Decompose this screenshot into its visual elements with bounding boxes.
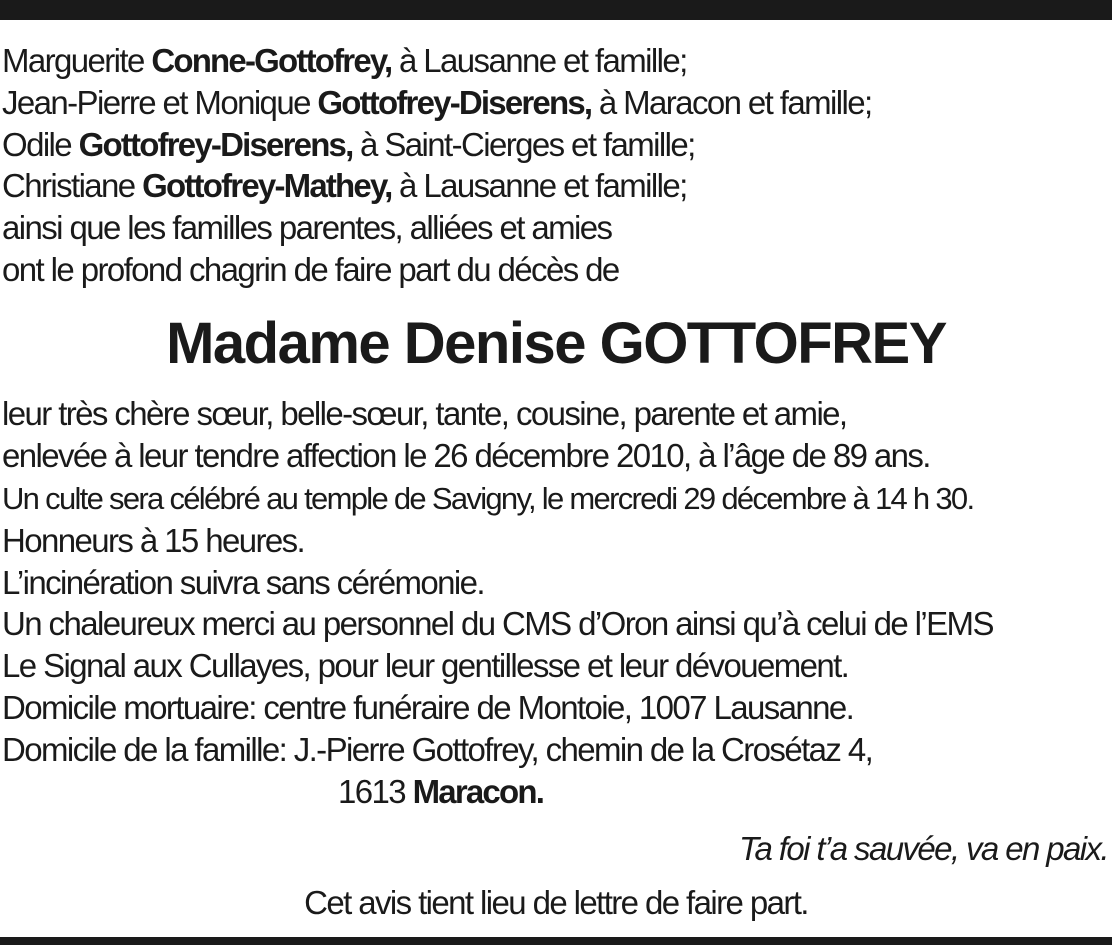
family-member-2-first-name: Jean-Pierre et Monique <box>2 84 318 121</box>
family-line-4 <box>2 166 687 206</box>
family-member-4-location: à Lausanne et famille; <box>391 167 687 204</box>
announcement-line: ont le profond chagrin de faire part du décès de <box>2 251 619 288</box>
detail-line-mortuary: Domicile mortuaire: centre funéraire de Montoie, 1007 Lausanne. <box>2 689 854 726</box>
closing-note: Cet avis tient lieu de lettre de faire part. <box>304 884 808 921</box>
detail-line-relationship: leur très chère sœur, belle-sœur, tante, cousine, parente et amie, <box>2 395 847 432</box>
family-member-2-location: à Maracon et famille; <box>591 84 872 121</box>
detail-line-death-date: enlevée à leur tendre affection le 26 décembre 2010, à l’âge de 89 ans. <box>2 437 930 474</box>
family-member-3-location: à Saint-Cierges et famille; <box>352 126 695 163</box>
family-member-2-surname: Gottofrey-Diserens, <box>317 84 592 121</box>
address-postcode: 1613 <box>338 773 413 810</box>
family-line-2 <box>2 83 872 123</box>
family-member-3-first-name: Odile <box>2 126 79 163</box>
address-town-line <box>338 772 543 812</box>
family-member-4-first-name: Christiane <box>2 167 143 204</box>
family-member-4-surname: Gottofrey-Mathey, <box>142 167 392 204</box>
family-line-1 <box>2 41 687 81</box>
motto-quote: Ta foi t’a sauvée, va en paix. <box>738 830 1108 867</box>
family-member-1-first-name: Marguerite <box>2 42 152 79</box>
family-member-1-surname: Conne-Gottofrey, <box>151 42 392 79</box>
family-member-3-surname: Gottofrey-Diserens, <box>78 126 353 163</box>
family-line-3 <box>2 125 695 165</box>
top-border-rule <box>0 0 1112 20</box>
detail-line-thanks-2: Le Signal aux Cullayes, pour leur gentillesse et leur dévouement. <box>2 647 849 684</box>
detail-line-family-address: Domicile de la famille: J.-Pierre Gottofrey, chemin de la Crosétaz 4, <box>2 731 873 768</box>
address-town: Maracon. <box>412 773 544 810</box>
detail-line-honours: Honneurs à 15 heures. <box>2 522 305 559</box>
bottom-border-rule <box>0 937 1112 945</box>
detail-line-thanks-1: Un chaleureux merci au personnel du CMS d’Oron ainsi qu’à celui de l’EMS <box>2 605 993 642</box>
family-member-1-location: à Lausanne et famille; <box>391 42 687 79</box>
deceased-name-heading: Madame Denise GOTTOFREY <box>166 311 946 376</box>
detail-line-service: Un culte sera célébré au temple de Savigny, le mercredi 29 décembre à 14 h 30. <box>2 481 974 516</box>
detail-line-cremation: L’incinération suivra sans cérémonie. <box>2 564 484 601</box>
relatives-line: ainsi que les familles parentes, alliées et amies <box>2 209 612 246</box>
